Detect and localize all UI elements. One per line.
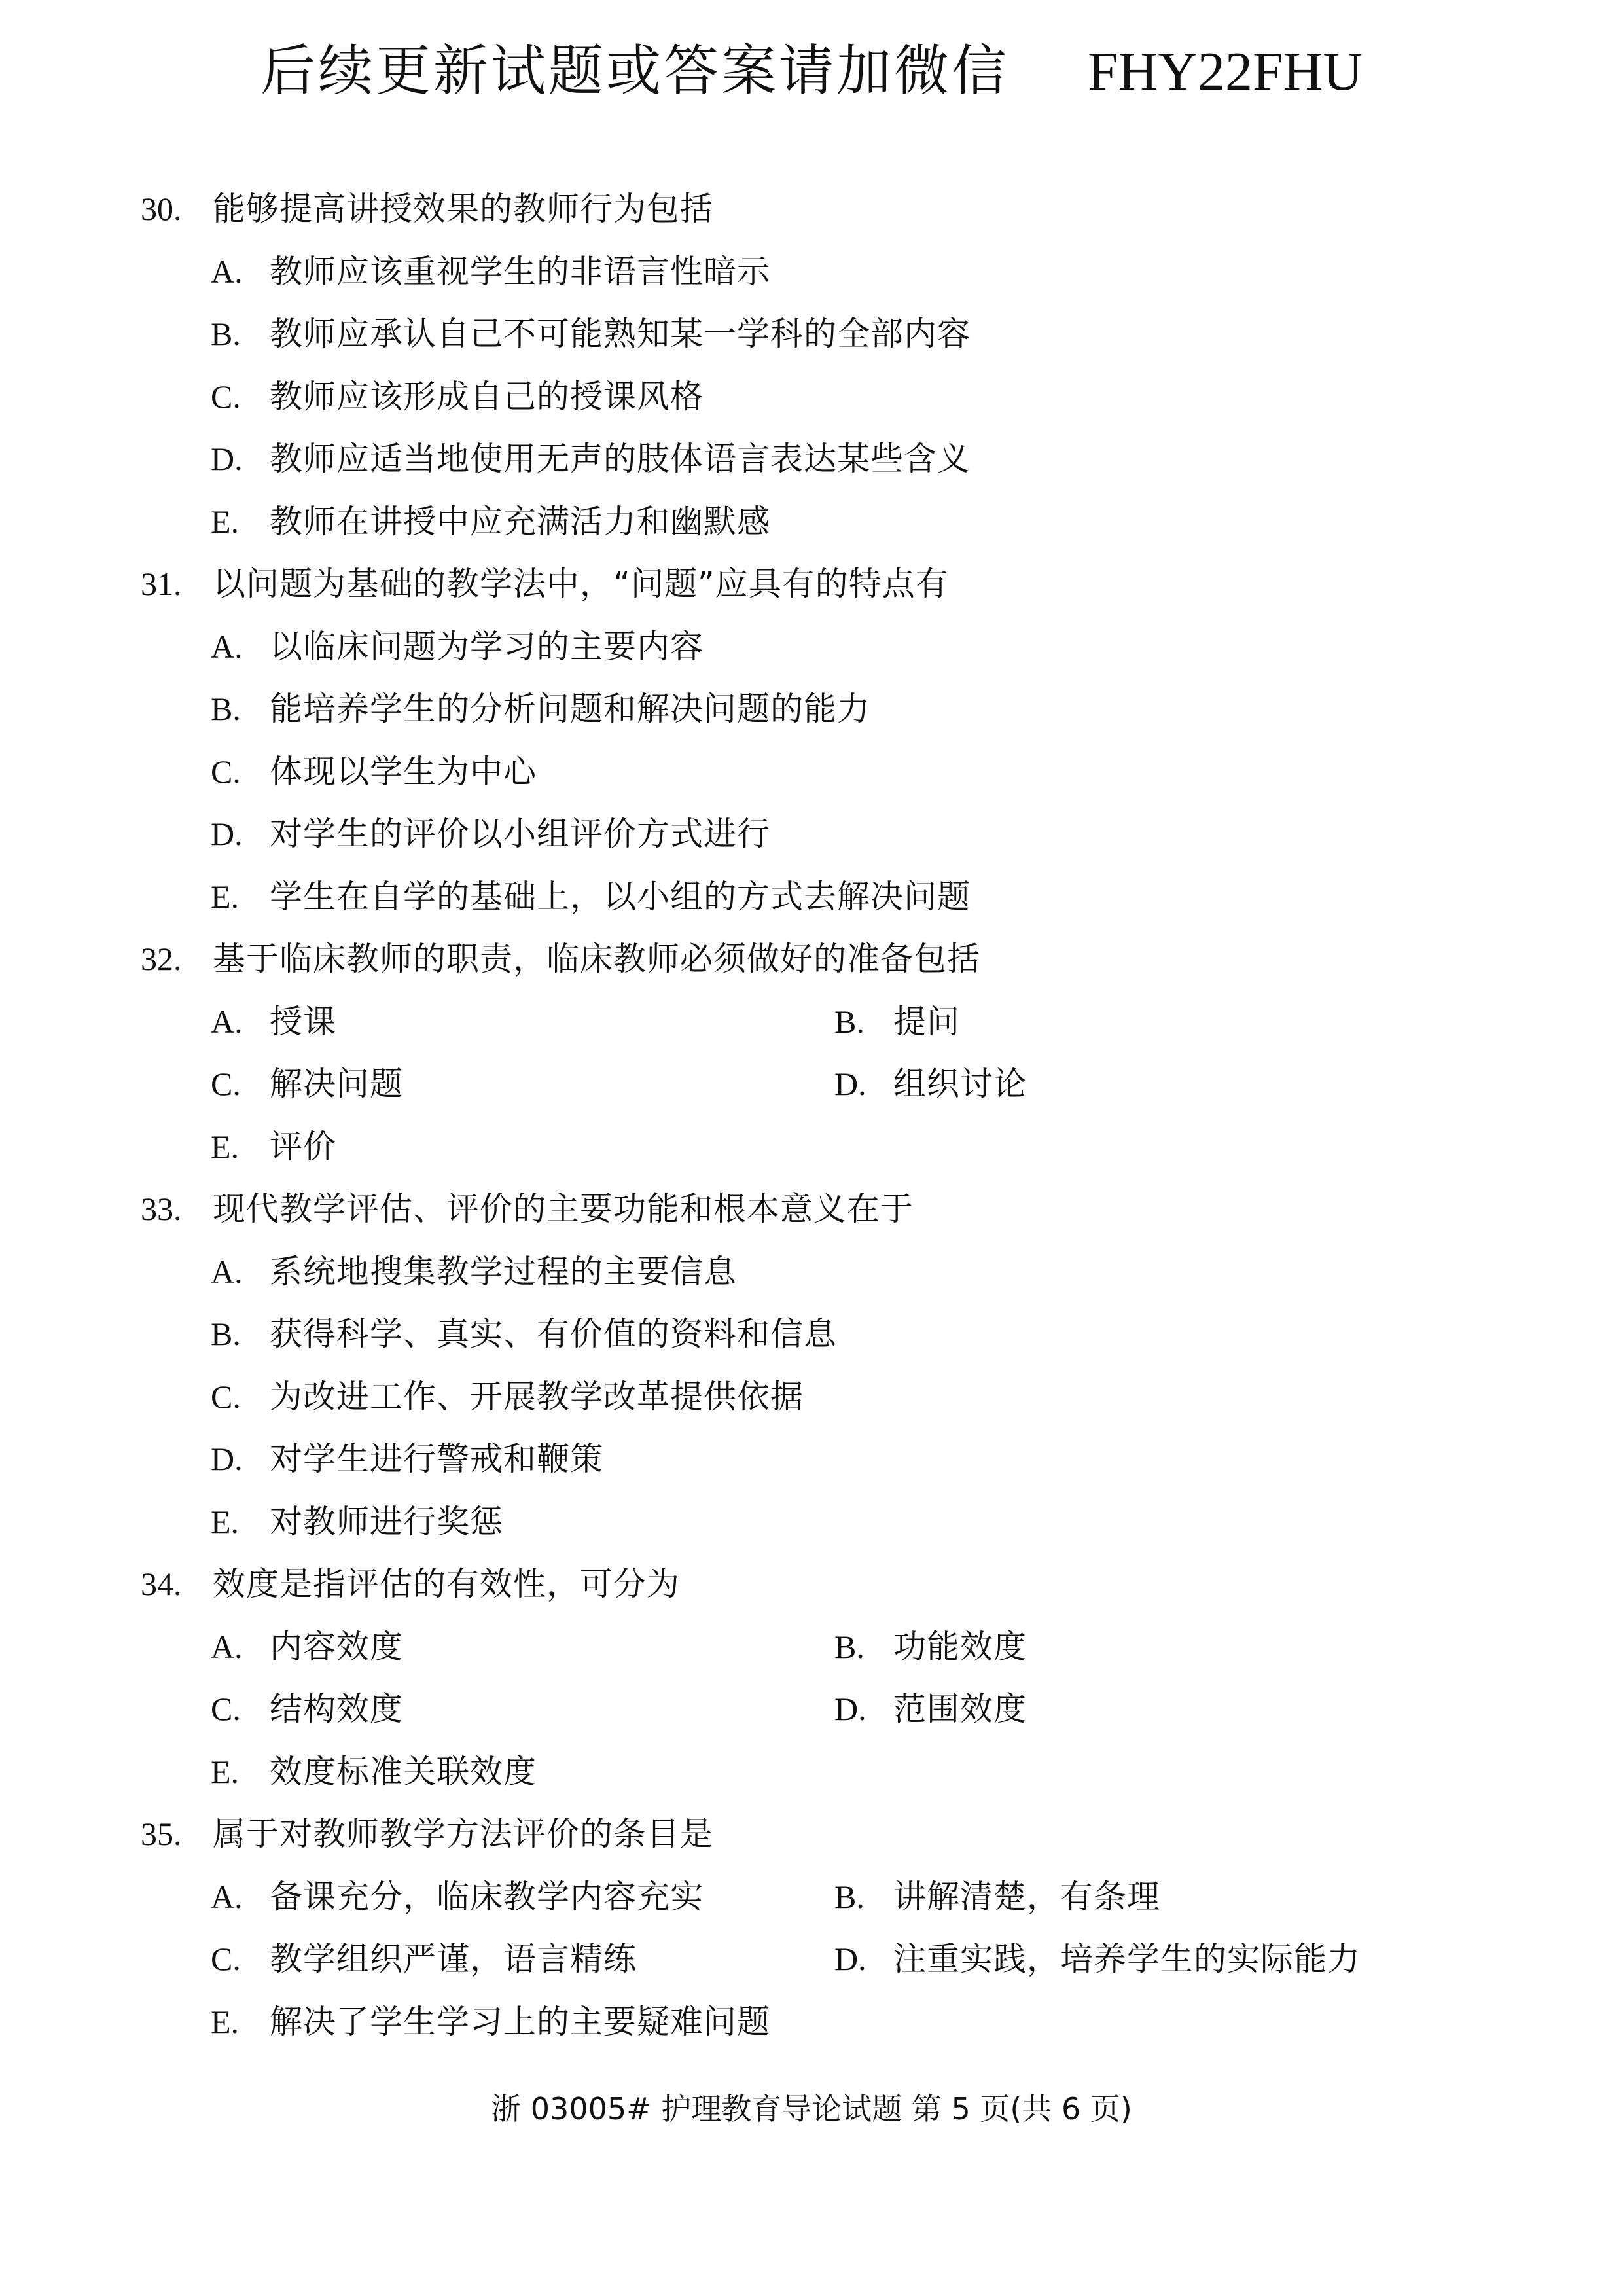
option-text: 能培养学生的分析问题和解决问题的能力	[270, 690, 870, 728]
option-row	[0, 1303, 1623, 1366]
option-c	[211, 1053, 403, 1116]
question-31	[0, 553, 1623, 616]
option-d	[834, 1678, 1027, 1741]
option-d	[211, 803, 770, 866]
question-text: 现代教学评估、评价的主要功能和根本意义在于	[213, 1190, 914, 1228]
page-header	[0, 31, 1623, 111]
option-b	[834, 1866, 1160, 1929]
header-notice: 后续更新试题或答案请加微信	[260, 39, 1009, 103]
option-row	[0, 428, 1623, 491]
option-text: 组织讨论	[893, 1065, 1027, 1103]
option-d	[211, 1428, 603, 1491]
question-35	[0, 1803, 1623, 1866]
option-a	[211, 1616, 403, 1679]
question-number: 32.	[141, 941, 182, 977]
question-text: 属于对教师教学方法评价的条目是	[213, 1815, 713, 1853]
option-row	[0, 1928, 1623, 1991]
option-text: 解决问题	[270, 1065, 403, 1103]
option-letter: B.	[211, 315, 241, 352]
option-letter: B.	[834, 1628, 865, 1665]
option-c	[211, 1928, 637, 1991]
option-letter: A.	[211, 1253, 243, 1290]
option-letter: A.	[211, 1878, 243, 1915]
question-list	[0, 178, 1623, 2053]
option-b	[211, 678, 870, 741]
option-row	[0, 866, 1623, 929]
option-letter: D.	[834, 1066, 866, 1102]
option-row	[0, 303, 1623, 366]
option-d	[211, 428, 971, 491]
option-row	[0, 803, 1623, 866]
option-row	[0, 1866, 1623, 1929]
option-a	[211, 1241, 737, 1304]
option-text: 获得科学、真实、有价值的资料和信息	[270, 1315, 837, 1353]
option-row	[0, 1053, 1623, 1116]
option-text: 为改进工作、开展教学改革提供依据	[270, 1377, 804, 1416]
option-c	[211, 741, 537, 804]
option-letter: D.	[211, 816, 243, 852]
question-number: 33.	[141, 1191, 182, 1227]
option-text: 备课充分，临床教学内容充实	[270, 1877, 704, 1916]
option-row	[0, 616, 1623, 679]
option-c	[211, 1366, 804, 1429]
option-row	[0, 1991, 1623, 2054]
option-e	[211, 1491, 503, 1554]
option-letter: B.	[211, 691, 241, 727]
option-text: 教师应该重视学生的非语言性暗示	[270, 252, 770, 291]
option-text: 解决了学生学习上的主要疑难问题	[270, 2002, 770, 2041]
option-text: 对学生进行警戒和鞭策	[270, 1440, 603, 1478]
option-e	[211, 1741, 537, 1804]
option-letter: A.	[211, 1003, 243, 1040]
option-text: 系统地搜集教学过程的主要信息	[270, 1252, 737, 1291]
option-row	[0, 1678, 1623, 1741]
option-letter: E.	[211, 1753, 240, 1790]
option-letter: E.	[211, 1128, 240, 1165]
option-letter: E.	[211, 1503, 240, 1540]
option-text: 教师应该形成自己的授课风格	[270, 377, 704, 416]
option-letter: C.	[211, 378, 241, 415]
option-row	[0, 741, 1623, 804]
option-text: 讲解清楚，有条理	[893, 1877, 1160, 1916]
option-e	[211, 866, 971, 929]
question-text: 效度是指评估的有效性，可分为	[213, 1565, 680, 1603]
option-letter: E.	[211, 878, 240, 915]
option-row	[0, 678, 1623, 741]
option-letter: C.	[211, 1941, 241, 1977]
option-a	[211, 991, 336, 1054]
option-b	[211, 303, 971, 366]
option-text: 教师在讲授中应充满活力和幽默感	[270, 502, 770, 541]
question-text: 以问题为基础的教学法中，“问题”应具有的特点有	[213, 565, 949, 603]
option-text: 功能效度	[893, 1627, 1027, 1666]
question-text: 基于临床教师的职责，临床教师必须做好的准备包括	[213, 940, 980, 978]
option-row	[0, 1428, 1623, 1491]
option-row	[0, 1241, 1623, 1304]
question-number: 34.	[141, 1566, 182, 1602]
option-text: 体现以学生为中心	[270, 752, 537, 791]
option-row	[0, 241, 1623, 304]
option-text: 教学组织严谨，语言精练	[270, 1940, 637, 1978]
option-d	[834, 1928, 1361, 1991]
option-row	[0, 991, 1623, 1054]
option-row	[0, 1741, 1623, 1804]
option-text: 以临床问题为学习的主要内容	[270, 627, 704, 666]
question-number: 30.	[141, 190, 182, 227]
option-letter: B.	[834, 1878, 865, 1915]
header-wechat-id: FHY22FHU	[1087, 41, 1363, 102]
option-text: 教师应承认自己不可能熟知某一学科的全部内容	[270, 315, 971, 353]
option-text: 评价	[270, 1127, 336, 1166]
option-row	[0, 1116, 1623, 1179]
question-32	[0, 928, 1623, 991]
option-row	[0, 1366, 1623, 1429]
option-b	[211, 1303, 837, 1366]
option-letter: C.	[211, 1691, 241, 1727]
option-letter: A.	[211, 628, 243, 665]
option-row	[0, 366, 1623, 429]
option-a	[211, 616, 704, 679]
option-text: 内容效度	[270, 1627, 403, 1666]
option-b	[834, 991, 960, 1054]
question-33	[0, 1178, 1623, 1241]
option-letter: D.	[211, 440, 243, 477]
option-letter: A.	[211, 253, 243, 290]
option-c	[211, 366, 704, 429]
page-footer: 浙 03005# 护理教育导论试题 第 5 页(共 6 页)	[491, 2091, 1132, 2126]
question-number: 35.	[141, 1816, 182, 1852]
option-letter: C.	[211, 1066, 241, 1102]
option-letter: A.	[211, 1628, 243, 1665]
option-letter: D.	[834, 1691, 866, 1727]
option-b	[834, 1616, 1027, 1679]
question-34	[0, 1553, 1623, 1616]
option-a	[211, 1866, 704, 1929]
option-row	[0, 1491, 1623, 1554]
option-letter: E.	[211, 503, 240, 540]
option-letter: D.	[211, 1441, 243, 1477]
option-letter: B.	[834, 1003, 865, 1040]
option-text: 对教师进行奖惩	[270, 1502, 503, 1541]
option-letter: E.	[211, 2003, 240, 2040]
option-text: 教师应适当地使用无声的肢体语言表达某些含义	[270, 440, 971, 478]
option-text: 提问	[893, 1002, 960, 1041]
option-letter: C.	[211, 753, 241, 790]
question-text: 能够提高讲授效果的教师行为包括	[213, 190, 713, 228]
option-e	[211, 1991, 770, 2054]
option-row	[0, 491, 1623, 554]
option-text: 结构效度	[270, 1690, 403, 1728]
question-number: 31.	[141, 565, 182, 602]
option-row	[0, 1616, 1623, 1679]
option-text: 对学生的评价以小组评价方式进行	[270, 815, 770, 853]
option-c	[211, 1678, 403, 1741]
option-letter: D.	[834, 1941, 866, 1977]
option-text: 效度标准关联效度	[270, 1752, 537, 1791]
option-letter: B.	[211, 1316, 241, 1352]
option-text: 注重实践，培养学生的实际能力	[893, 1940, 1361, 1978]
option-letter: C.	[211, 1378, 241, 1415]
option-e	[211, 491, 770, 554]
option-text: 学生在自学的基础上，以小组的方式去解决问题	[270, 877, 971, 916]
option-e	[211, 1116, 336, 1179]
option-d	[834, 1053, 1027, 1116]
option-text: 授课	[270, 1002, 336, 1041]
question-30	[0, 178, 1623, 241]
option-a	[211, 241, 770, 304]
option-text: 范围效度	[893, 1690, 1027, 1728]
